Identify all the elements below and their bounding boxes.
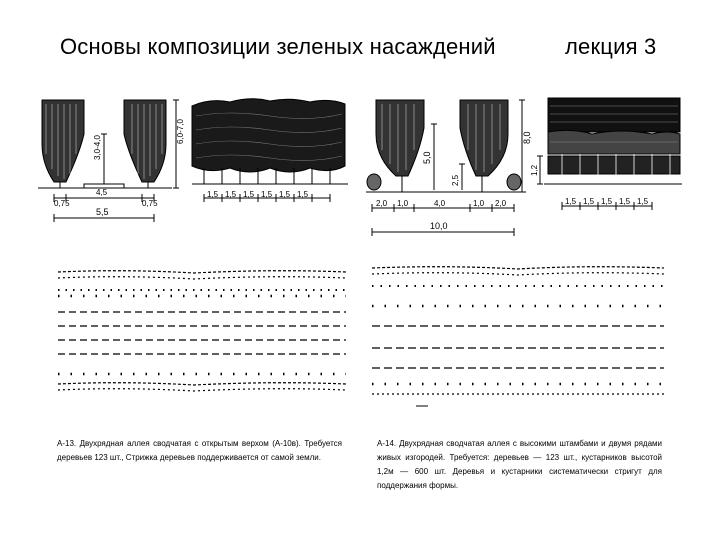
spacing-1: 1,5 xyxy=(565,197,577,206)
dim-right-edge: 0,75 xyxy=(142,199,158,208)
title-text: Основы композиции зеленых насаждений xyxy=(60,34,496,59)
alley-a14-plan xyxy=(368,262,668,412)
page-title xyxy=(60,34,657,60)
dim-total-width: 5,5 xyxy=(96,207,109,217)
dim-3: 4,0 xyxy=(434,199,446,208)
spacing-4: 1,5 xyxy=(619,197,631,206)
dim-crown-height: 3,0-4,0 xyxy=(93,135,102,160)
caption-a13: А-13. Двухрядная аллея сводчатая с открытым верхом (А-10в). Требуется деревьев 123 шт., Стрижка деревьев поддерживается от самой земли. xyxy=(57,439,342,462)
dim-small-height: 2,5 xyxy=(451,174,460,186)
dim-hedge-height: 1,2 xyxy=(530,164,539,176)
dim-inner-height: 5,0 xyxy=(422,151,432,164)
dim-total-height: 6,0-7,0 xyxy=(176,119,185,144)
spacing-2: 1,5 xyxy=(583,197,595,206)
dim-middle: 4,5 xyxy=(96,188,108,197)
alley-a14-facade xyxy=(532,94,684,218)
caption-a14: А-14. Двухрядная сводчатая аллея с высокими штамбами и двумя рядами живых изгородей. Требуется: деревьев — 123 шт., кустарников высотой 1,2м — 600 шт. Деревья и кустарники систематически стригут для поддержания формы. xyxy=(377,439,662,490)
alley-a14-section xyxy=(364,94,534,242)
spacing-2: 1,5 xyxy=(225,190,237,199)
dim-4: 1,0 xyxy=(473,199,485,208)
dim-total-width: 10,0 xyxy=(430,221,448,231)
alley-a13-facade xyxy=(190,96,350,216)
dim-5: 2,0 xyxy=(495,199,507,208)
dim-1: 2,0 xyxy=(376,199,388,208)
spacing-3: 1,5 xyxy=(601,197,613,206)
spacing-1: 1,5 xyxy=(207,190,219,199)
spacing-6: 1,5 xyxy=(297,190,309,199)
spacing-5: 1,5 xyxy=(637,197,649,206)
spacing-3: 1,5 xyxy=(243,190,255,199)
alley-a13-section xyxy=(36,94,186,240)
spacing-5: 1,5 xyxy=(279,190,291,199)
alley-a13-plan xyxy=(54,266,350,402)
lecture-label: лекция 3 xyxy=(565,34,657,59)
dim-2: 1,0 xyxy=(397,199,409,208)
dim-total-height: 8,0 xyxy=(522,131,532,144)
spacing-4: 1,5 xyxy=(261,190,273,199)
dim-left-edge: 0,75 xyxy=(54,199,70,208)
